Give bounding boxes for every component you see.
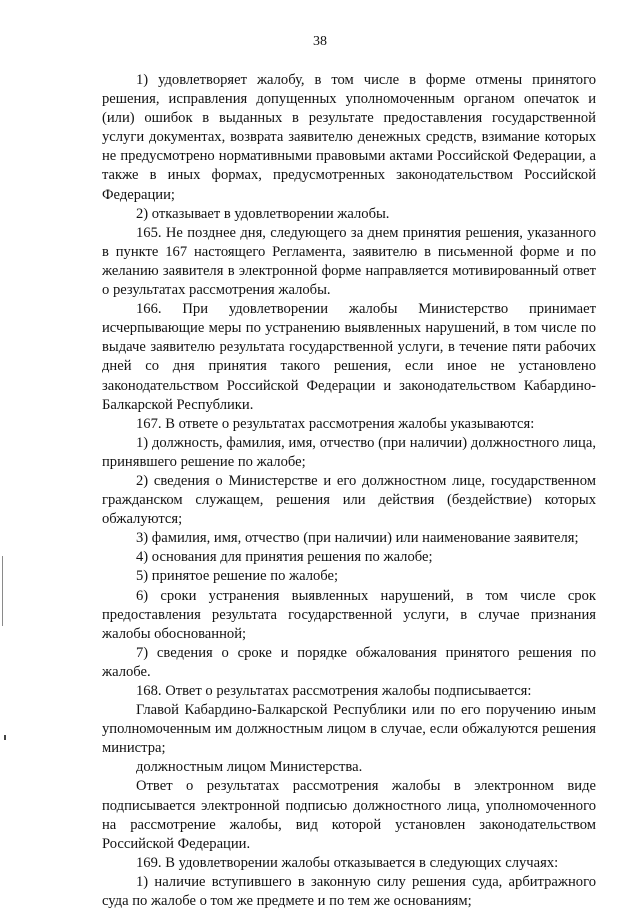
paragraph-167-item-5: 5) принятое решение по жалобе; <box>136 568 339 585</box>
paragraph-168-signer-2: должностным лицом Министерства. <box>136 759 363 776</box>
paragraph-169-item-1: 1) наличие вступившего в законную силу решения суда, арбитражного суда по жалобе о том же предмете и по тем же основаниям; <box>102 873 596 910</box>
paragraph-167-item-2: 2) сведения о Министерстве и его должностном лице, государственном гражданском служащем, решения или действия (бездействие) которых обжалуются; <box>102 472 596 528</box>
paragraph-169: 169. В удовлетворении жалобы отказывается в следующих случаях: <box>136 854 559 871</box>
paragraph-167-item-7: 7) сведения о сроке и порядке обжалования принятого решения по жалобе. <box>102 644 596 680</box>
document-body <box>102 71 596 911</box>
paragraph-168-signer-1: Главой Кабардино-Балкарской Республики или по его поручению иным уполномоченным им должностным лицом в случае, если обжалуются решения министра; <box>102 702 596 757</box>
paragraph-167: 167. В ответе о результатах рассмотрения жалобы указываются: <box>136 415 535 432</box>
paragraph-167-item-1: 1) должность, фамилия, имя, отчество (при наличии) должностного лица, принявшего решение по жалобе; <box>102 434 596 470</box>
paragraph-item-1: 1) удовлетворяет жалобу, в том числе в форме отмены принятого решения, исправления допущенных уполномоченным органом опечаток и (или) ошибок в выданных в результате предоставления государственной услуги документах, возврата заявителю денежных средств, взимание которых не предусмотрено нормативными правовыми актами Российской Федерации, а также в иных формах, предусмотренных законодательством Российской Федерации; <box>102 72 596 203</box>
paragraph-168: 168. Ответ о результатах рассмотрения жалобы подписывается: <box>136 683 532 699</box>
paragraph-168-electronic: Ответ о результатах рассмотрения жалобы в электронном виде подписывается электронной подписью должностного лица, уполномоченного на рассмотрение жалобы, вид которой установлен законодательством Российской Федерации. <box>102 778 596 852</box>
paragraph-165: 165. Не позднее дня, следующего за днем принятия решения, указанного в пункте 167 настоящего Регламента, заявителю в письменной форме и по желанию заявителя в электронной форме направляется мотивированный ответ о результатах рассмотрения жалобы. <box>102 224 596 299</box>
scan-edge-dot <box>4 735 6 740</box>
paragraph-167-item-3: 3) фамилия, имя, отчество (при наличии) или наименование заявителя; <box>136 530 579 547</box>
paragraph-167-item-4: 4) основания для принятия решения по жалобе; <box>136 549 433 566</box>
scan-edge-mark <box>2 556 3 626</box>
paragraph-167-item-6: 6) сроки устранения выявленных нарушений, в том числе срок предоставления результата государственной услуги, в случае признания жалобы обоснованной; <box>102 587 596 642</box>
paragraph-166: 166. При удовлетворении жалобы Министерство принимает исчерпывающие меры по устранению выявленных нарушений, в том числе по выдаче заявителю результата государственной услуги, в течение пяти рабочих дней со дня принятия такого решения, если иное не установлено законодательством Российской Федерации и законодательством Кабардино-Балкарской Республики. <box>102 301 596 413</box>
paragraph-item-2: 2) отказывает в удовлетворении жалобы. <box>136 205 390 222</box>
page-number: 38 <box>313 34 327 49</box>
